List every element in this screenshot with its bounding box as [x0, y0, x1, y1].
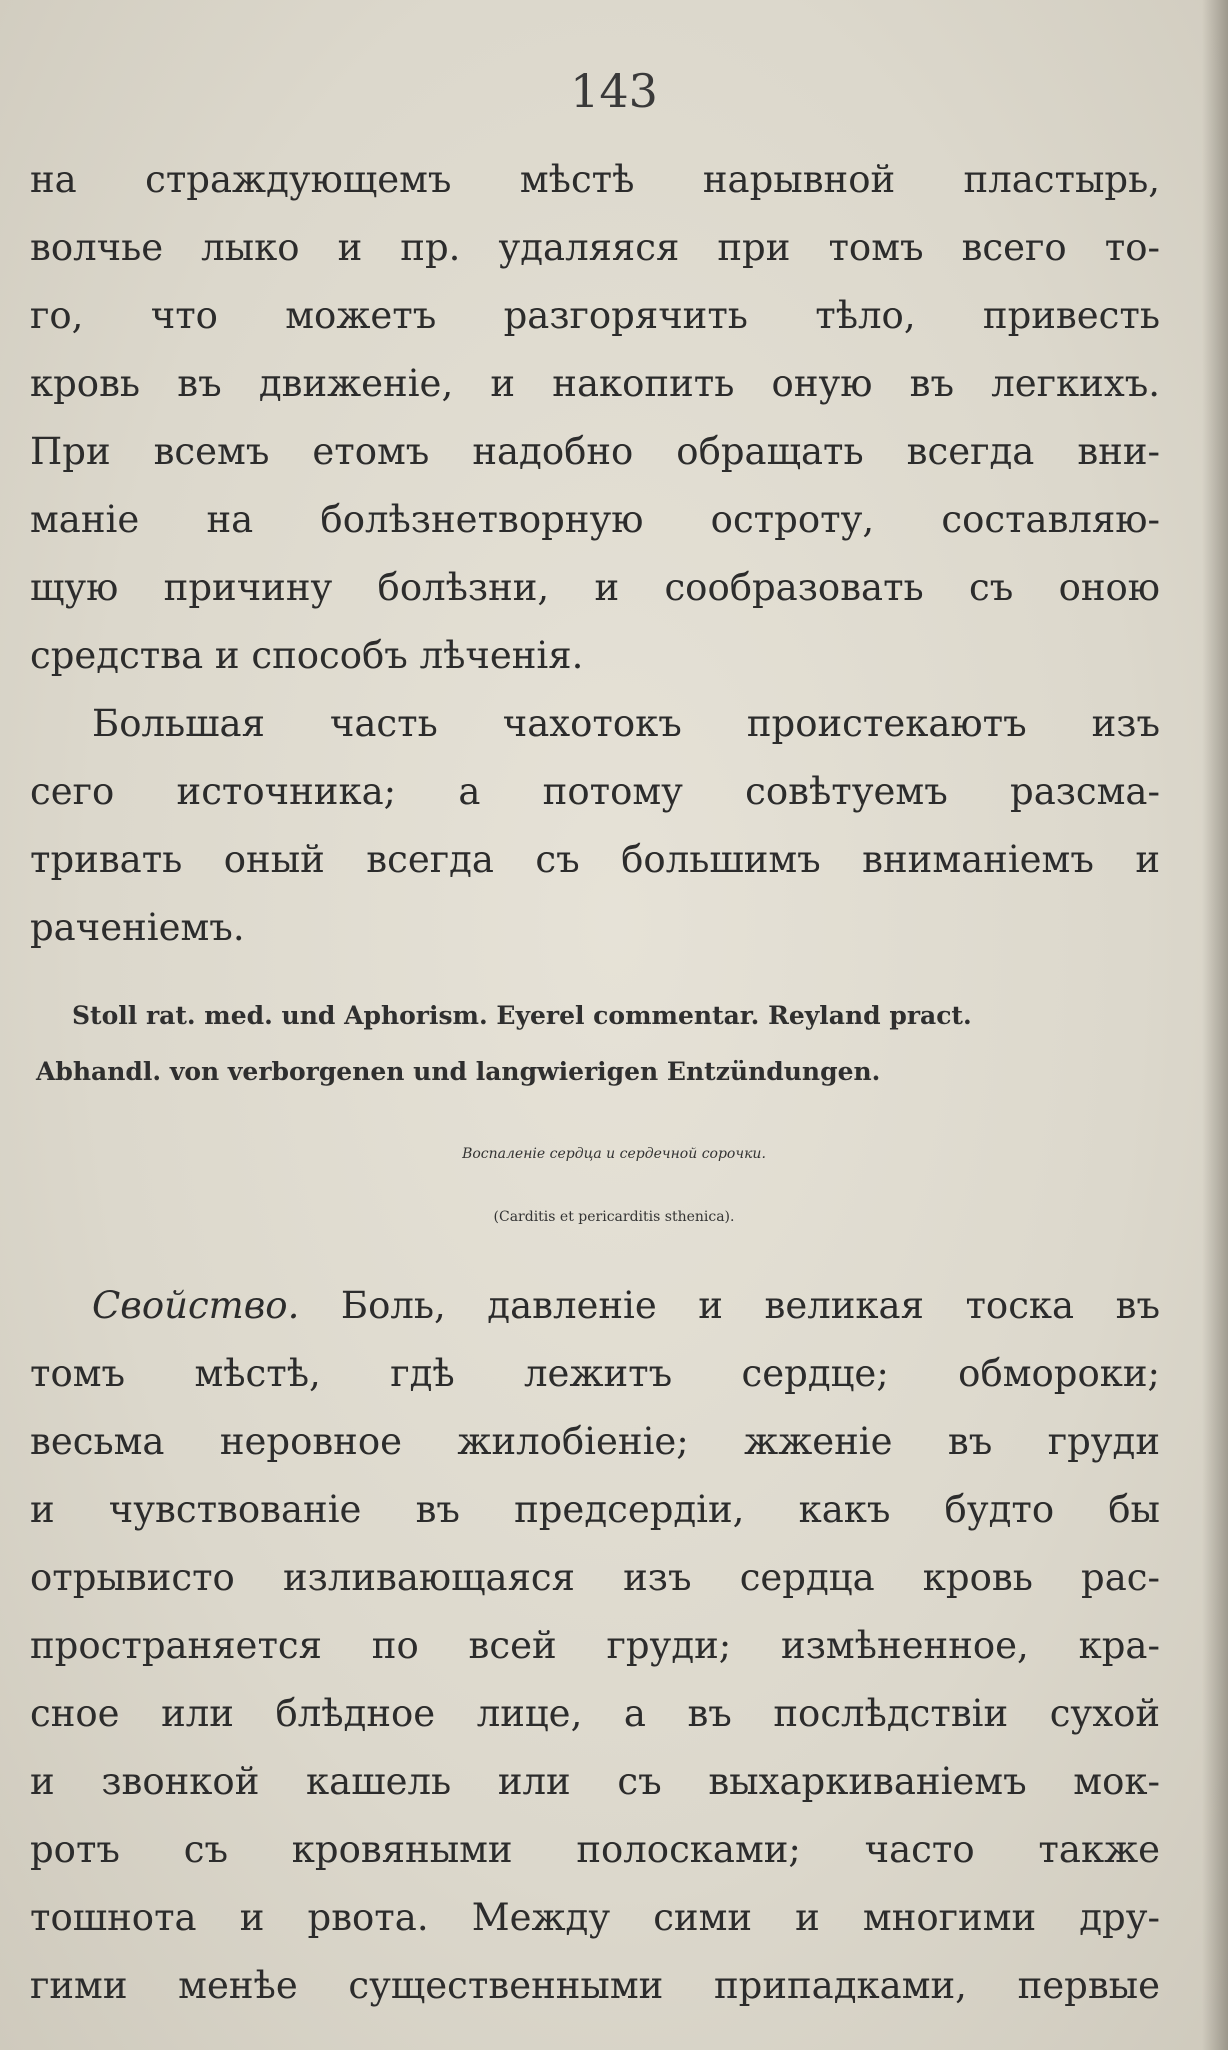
text-line: сего источника; а потому совѣтуемъ разсма-: [30, 770, 1160, 813]
text-line: При всемъ етомъ надобно обращать всегда вни-: [30, 430, 1160, 473]
text-line: весьма неровное жилобіеніе; жженіе въ груди: [30, 1420, 1160, 1463]
text-line: сное или блѣдное лице, а въ послѣдствіи сухой: [30, 1692, 1160, 1735]
text-line: и чувствованіе въ предсердіи, какъ будто бы: [30, 1488, 1160, 1531]
page-number: 143: [570, 64, 658, 118]
text-line: щую причину болѣзни, и сообразовать съ оною: [30, 566, 1160, 609]
text-line: Большая часть чахотокъ проистекаютъ изъ: [92, 702, 1160, 745]
text-line: и звонкой кашель или съ выхаркиваніемъ мок-: [30, 1760, 1160, 1803]
text-line: кровь въ движеніе, и накопить оную въ легкихъ.: [30, 362, 1160, 405]
text-span: Боль, давленіе и великая тоска въ: [340, 1284, 1161, 1327]
text-line: пространяется по всей груди; измѣненное, кра-: [30, 1624, 1160, 1667]
text-line: ротъ съ кровяными полосками; часто также: [30, 1828, 1160, 1871]
text-line: тривать оный всегда съ большимъ вниманіемъ и: [30, 838, 1160, 881]
reference-line: Stoll rat. med. und Aphorism. Eyerel commentar. Reyland pract.: [72, 1001, 972, 1030]
text-line: раченіемъ.: [30, 906, 245, 949]
text-line: гими менѣе существенными припадками, первые: [30, 1964, 1160, 2007]
text-line: [92, 1282, 1160, 1330]
text-line: томъ мѣстѣ, гдѣ лежитъ сердце; обмороки;: [30, 1352, 1160, 1395]
text-line: волчье лыко и пр. удаляяся при томъ всего то-: [30, 226, 1160, 269]
text-line: отрывисто изливающаяся изъ сердца кровь рас-: [30, 1556, 1160, 1599]
text-line: средства и способъ лѣченія.: [30, 634, 584, 677]
section-title: Воспаленіе сердца и сердечной сорочки.: [462, 1146, 766, 1162]
reference-line: Abhandl. von verborgenen und langwierigen Entzündungen.: [36, 1057, 881, 1086]
text-line: тошнота и рвота. Между сими и многими дру-: [30, 1896, 1160, 1939]
section-subtitle-latin: (Carditis et pericarditis sthenica).: [493, 1209, 735, 1225]
text-line: маніе на болѣзнетворную остроту, составляю-: [30, 498, 1160, 541]
term-label: Свойство.: [92, 1284, 300, 1327]
text-line: на страждующемъ мѣстѣ нарывной пластырь,: [30, 158, 1160, 201]
text-line: го, что можетъ разгорячить тѣло, привесть: [30, 294, 1160, 337]
page-edge-shadow: [1202, 0, 1228, 2050]
